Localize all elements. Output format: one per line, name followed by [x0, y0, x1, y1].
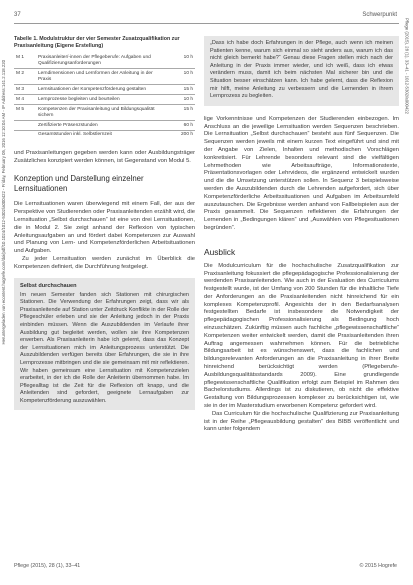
table-row	[14, 95, 195, 105]
table-cell-title: Lernsituationen der Kompetenzförderung gestalten	[36, 85, 169, 95]
left-column	[14, 36, 195, 410]
case-box-text: Im neuen Semester fanden sich Stationen mit chirurgischen Stationen. Die Verwendung der Erfahrungen zeigt, dass wir als Praxisanleitende auf Station unter Zeitdruck Konflikte in der Rolle der Pflegeschüler erleben und sie der Anleitung jedoch in der Praxis einbinden müssen. Wenn die Auszubildenden im Verlaufe ihrer Ausbildung gut begleitet werden, wollen sie ihre Kompetenzen erwerben. Als Praxisanleiterin habe ich gelernt, dass das Konzept der Lernsituationen mich im Anleitungsprozess unterstützt. Die Auszubildenden verfügen bereits über Erfahrungen, die sie in ihre Lernprozesse mitbringen und die sie gemeinsam mit mir reflektieren. Wir haben gemeinsam eine Lernsituation mit Kompetenzzielen erarbeitet, in der ich die Rolle der Anleiterin übernommen habe. Im Pflegealltag ist die Zeit für die Reflexion oft knapp, und die Anleitenden sind gefordert, geeignete Lernaufgaben zur Kompetenzförderung auszuwählen.	[20, 291, 189, 404]
module-table	[14, 54, 195, 140]
table-cell-title: Praxisanleiter/-innen der Pflegeberufe: Aufgaben und Qualifizierungsanforderungen	[36, 54, 169, 69]
section-heading-ausblick: Ausblick	[204, 246, 236, 257]
table-cell-num: M 4	[14, 95, 36, 105]
header-rule	[14, 23, 399, 24]
table-row	[14, 130, 195, 139]
doi-notice-text: Pflege (2015), 28 (1), 33–41 - 1012-5302/a000422	[404, 18, 410, 115]
table-cell-num: M 1	[14, 54, 36, 69]
table-cell-num: M 3	[14, 85, 36, 95]
quote-text: „Dass ich habe doch Erfahrungen in der Pflege, auch wenn ich meinen Patienten kenne, warum sich einmal so sieht anders aus, warum ich das nicht gleich bemerkt habe?“ Genau diese Fragen stellen mich nach der Anleitung in der Praxis immer wieder, und ich weiß, dass ich etwas verändern muss, damit ich beim nächsten Mal sicherer bin und die Situation besser einschätzen kann. Ich habe gelernt, dass die Reflexion mir hilft, meine Anleitung zu verbessern und die Lernenden in ihrem Lernprozess zu begleiten.	[210, 40, 393, 100]
section-heading: Konzeption und Darstellung einzelner Lernsituationen	[14, 174, 144, 194]
table-caption: Tabelle 1. Modulstruktur der vier Semester Zusatzqualifikation zur Praxisanleitung (Eigene Erstellung)	[14, 36, 180, 49]
table-cell-hours: 60 h	[169, 120, 195, 130]
table-cell-title: Gesamtstunden inkl. Selbstlernzeit	[38, 132, 112, 138]
copyright: © 2015 Hogrefe	[359, 563, 397, 569]
table-row	[14, 85, 195, 95]
paragraph: Zu jeder Lernsituation werden zunächst im Überblick die Kompetenzen definiert, die Durchführung festgelegt.	[14, 256, 195, 270]
page-number: 37	[14, 12, 21, 18]
paragraph: und Praxisanleitungen gegeben werden kann oder Ausbildungsträger Zusätzliches konzipiert werden können, ist Gegenstand von Modul 5.	[14, 149, 195, 164]
table-row	[14, 120, 195, 130]
table-cell-num	[14, 130, 36, 139]
table-cell-hours: 10 h	[169, 95, 195, 105]
table-row	[14, 54, 195, 69]
table-cell-title: Kompetenzen der Praxisanleitung und Bildungsqualität sichern	[36, 105, 169, 121]
download-notice-text: Heruntergeladen von econtent.hogrefe.com/doi/pdf/10.1024/1012-5302/a000422 - Friday, February 05, 2016 12:10:04 AM - IP Address:141.2.118.220	[1, 60, 6, 345]
table-cell-num: M 2	[14, 69, 36, 85]
download-notice-left	[2, 60, 10, 580]
table-row	[14, 69, 195, 85]
paragraph: Das Curriculum für die hochschulische Qualifizierung zur Praxisanleitung ist in der Reihe „Pflegeausbildung gestalten“ des BIBB veröffentlicht und kann unter folgendem	[204, 410, 399, 433]
table-cell-title: Lernprozesse begleiten und beurteilen	[36, 95, 169, 105]
case-box	[14, 278, 195, 410]
case-box-title: Selbst durchschauen	[20, 282, 77, 289]
paragraph: Die Lernsituationen waren überwiegend mit einem Fall, der aus der Perspektive von Studierenden oder Praxisanleitenden erzählt wird, die Lernsituation „Selbst durchschauen“ ist eine von drei Lernsituationen, die in Modul 2. Sie zeigt anhand der Reflexion von typischen Anleitungsaufgaben an und fördert dabei Kompetenzen zur Auswahl und Planung von Lern- und Kompetenzförderlichen Arbeitsituationen und Aufgaben.	[14, 201, 195, 255]
table-cell-hours: 10 h	[169, 54, 195, 69]
table-cell-hours: 10 h	[169, 69, 195, 85]
table-cell-title: Lerndimensionen und Lernformen der Anleitung in der Praxis	[36, 69, 169, 85]
table-cell-num: M 5	[14, 105, 36, 121]
right-column	[204, 36, 399, 434]
table-cell-num	[14, 120, 36, 130]
table-cell-title: Zertifizierte Präsenzstunden	[36, 120, 169, 130]
running-title: Schwerpunkt	[362, 12, 397, 18]
table-cell-hours: 200 h	[180, 132, 193, 138]
page-header	[14, 12, 397, 22]
table-row	[14, 105, 195, 121]
paragraph: Die Modulcurriculum für die hochschulische Zusatzqualifikation zur Praxisanleitung fokussiert die pflegepädagogische Professionalisierung der werdenden Praxisanleitenden. Wie auch in der Evaluation des Curriculums festgestellt wurde, ist der Umfang von 200 Stunden für die inhaltliche Tiefe der Anforderungen an die Praxisanleitenden nicht hinreichend für ein komplexes Kompetenzprofil. Angesichts der in den Bedarfsanalysen festgestellten Bedarfe ist insbesondere die Notwendigkeit der pflegepädagogischen Professionalisierung als Bedingung hoch einzuschätzen. Zukünftig müssen auch fachliche „pflegewissenschaftliche“ Kompetenzen weiter entwickelt werden, damit die Praxisanleitenden ihren Auftrag angemessen wahrnehmen können. Für die betriebliche Bildungsarbeit ist es wünschenswert, dass die fachlichen und bildungsrelevanten Anforderungen an die Praxisanleitung in ihrer Breite hinreichend berücksichtigt werden (Pflegeberufe-Ausbildungsqualitätsstandards 2009). Eine grundlegende pflegewissenschaftliche Qualifikation erfolgt zum Beispiel im Rahmen des Bachelorstudiums. Allerdings ist zu diskutieren, ob nicht die effektive Gestaltung von Bildungsprozessen komplexer zu berücksichtigen ist, wie sie in der im Masterstudium erworbenen Kompetenz gefordert wird.	[204, 262, 399, 410]
paragraph: lige Vorkenntnisse und Kompetenzen der Studierenden einbezogen. Im Anschluss an die jeweilige Lernsituation werden Sequenzen beschrieben. Die Lernsituation „Selbst durchschauen“ besteht aus fünf Sequenzen. Die Sequenzen werden jeweils mit einem kurzen Text eingeführt und sind mit der Angabe von Zielen, Inhalten und methodischen Vorschlägen konkretisiert. Für Lehrende besonders relevant sind die vielfältigen Lehrmethoden wie Arbeitsaufträge, Informationstexte, Präsentationsvorlagen oder Lehrvideos, die ergänzend entwickelt wurden und die die Umsetzung unterstützen sollen. In Sequenz 3 beispielsweise werden die Auszubildenden durch die Lehrenden aufgefordert, sich über Kompetenzförderliche Arbeitssituationen und Aufgaben im Arbeitsumfeld auszutauschen. Die Ergebnisse werden anhand von Fallbeispielen aus der Praxis gesammelt. Die Sequenzen reflektieren die Erfahrungen der Lernenden in „Bedingungen klären“ und „Auswählen von Pflegesituationen begründen“.	[204, 115, 399, 231]
quote-box	[204, 36, 399, 106]
table-cell-hours: 15 h	[169, 105, 195, 121]
journal-citation: Pflege (2015), 28 (1), 33–41	[14, 563, 81, 569]
table-cell-hours: 15 h	[169, 85, 195, 95]
doi-notice-right	[404, 18, 412, 138]
